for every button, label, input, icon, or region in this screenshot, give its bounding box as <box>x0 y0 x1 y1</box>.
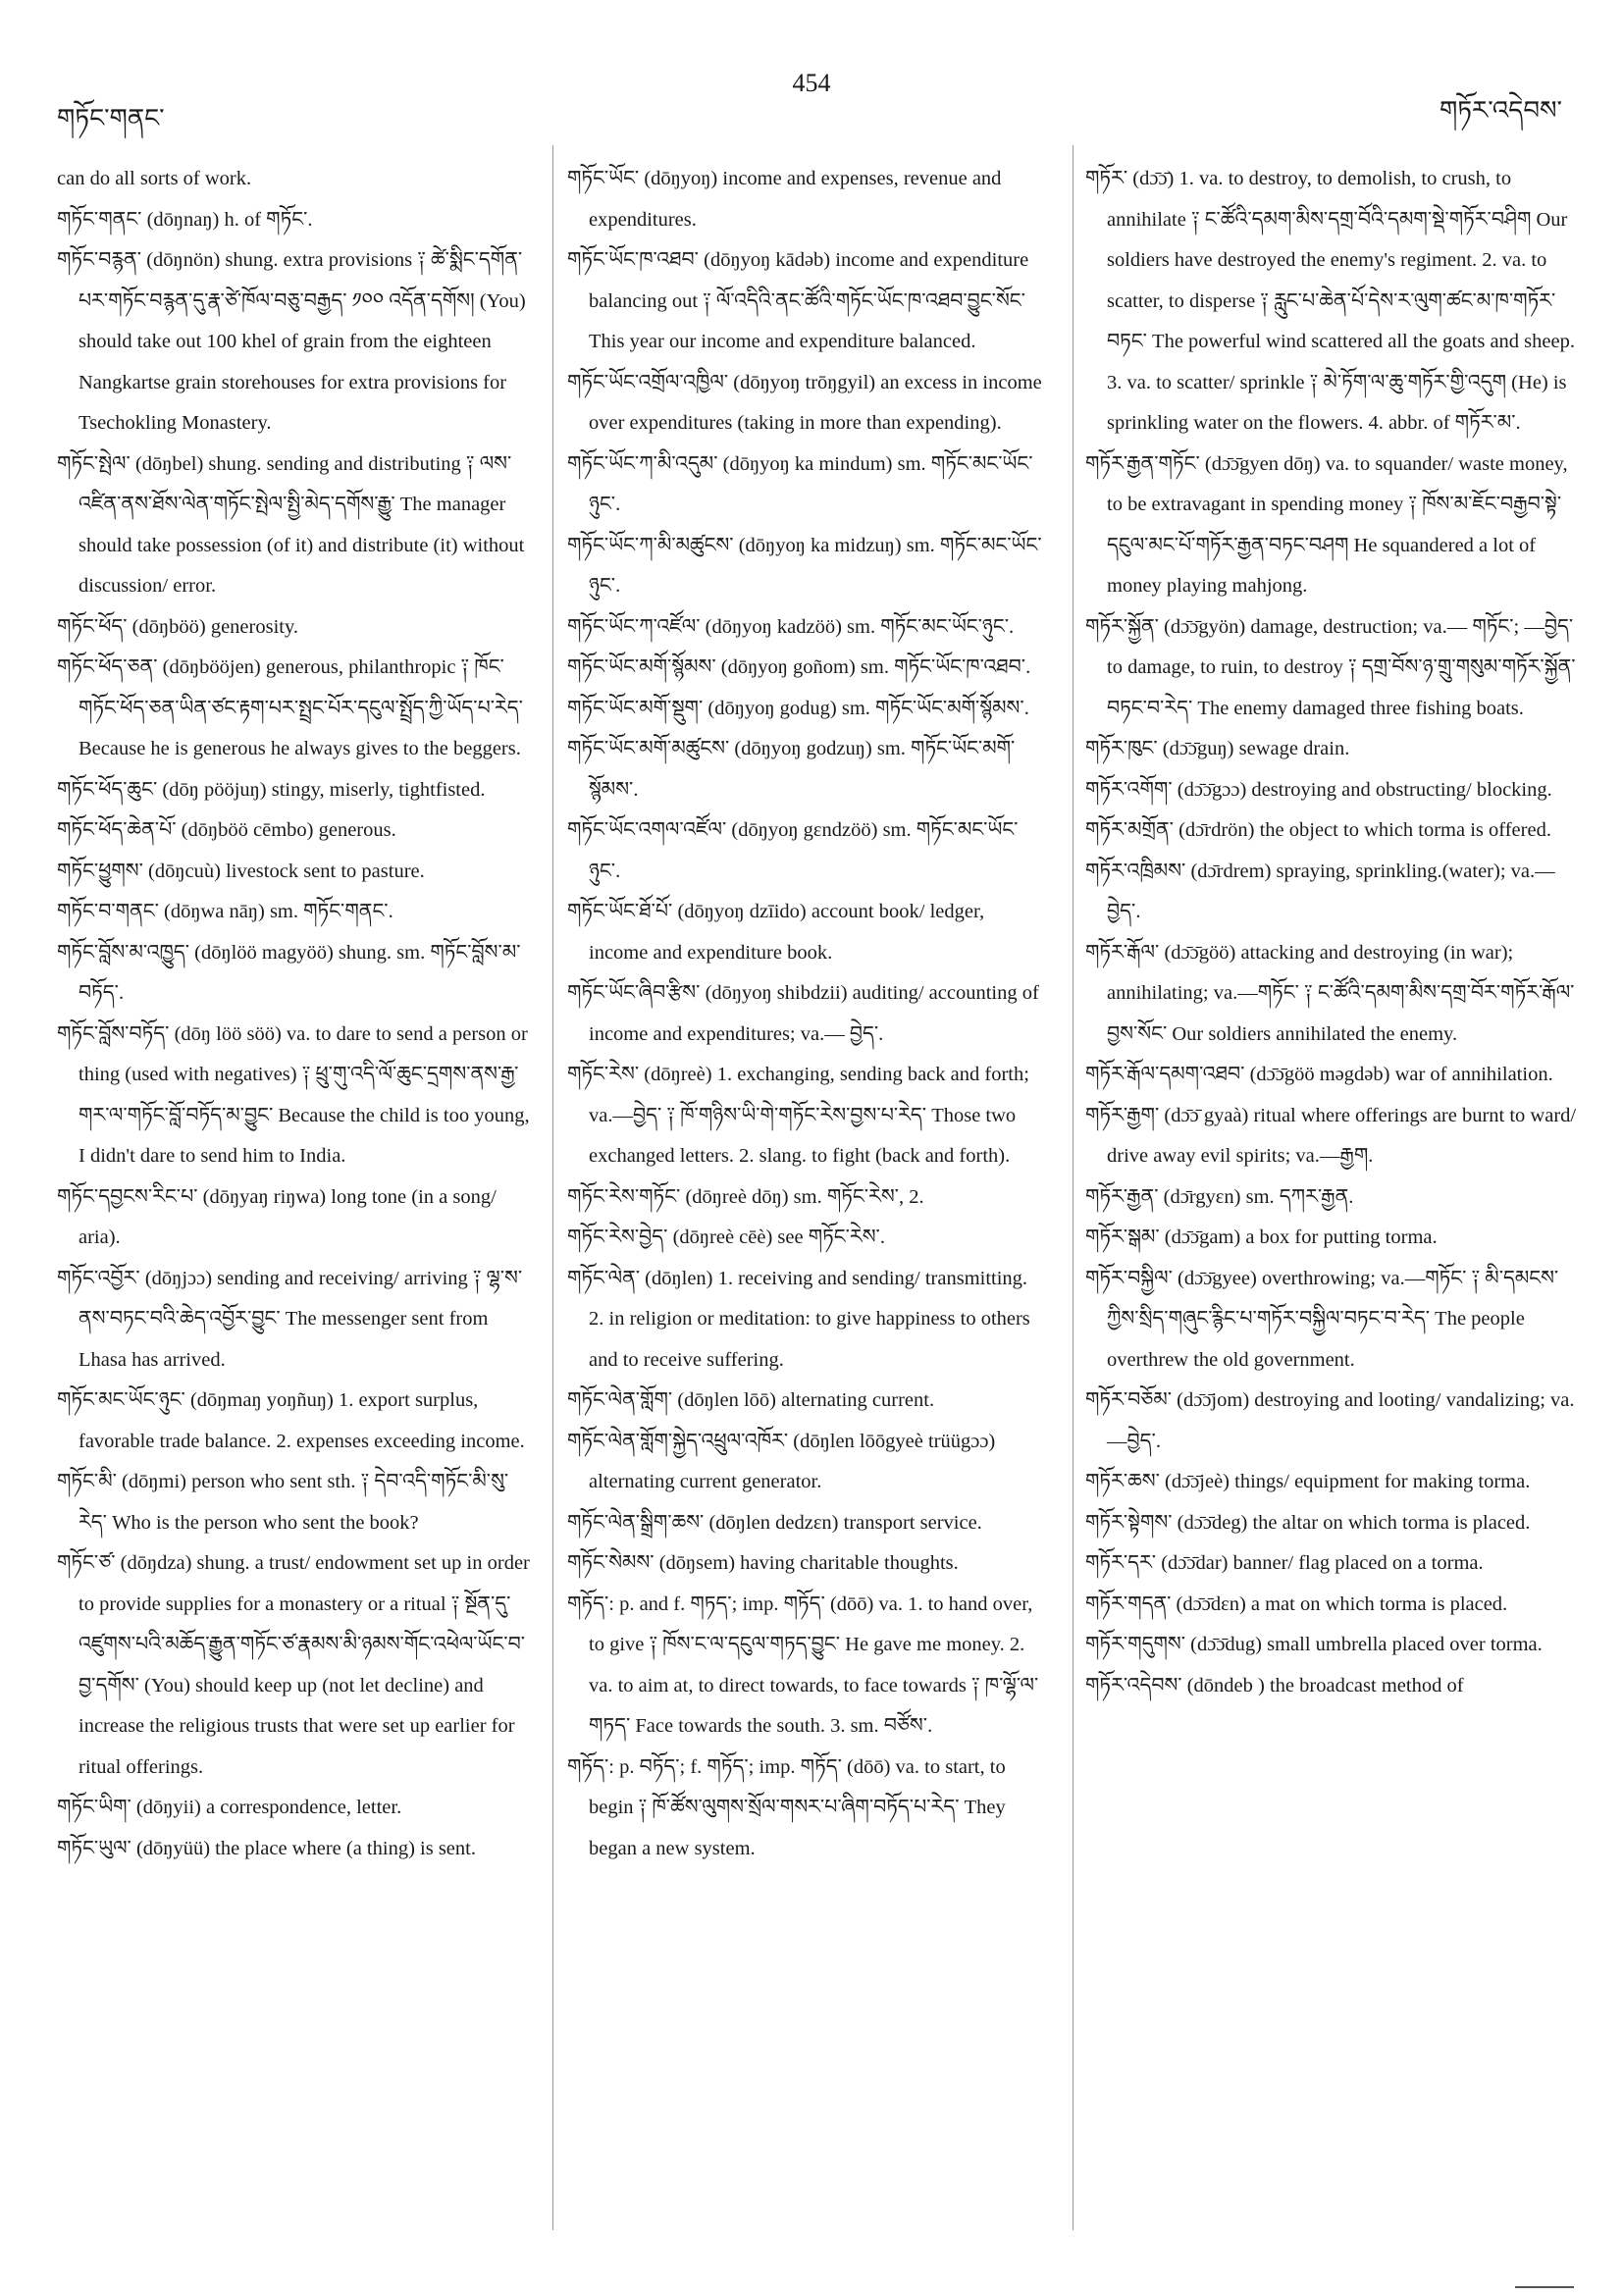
column-divider <box>552 145 553 2230</box>
dictionary-entry: གཏོར་འགོག་ (dɔ̄ɔ̄gɔɔ) destroying and obstructing/ blocking. <box>1085 778 1552 801</box>
running-head-left: གཏོང་གནང་ <box>57 104 165 132</box>
page-number: 454 <box>792 69 831 97</box>
dictionary-entry: གཏོར་ཁུང་ (dɔ̄ɔ̄guŋ) sewage drain. <box>1085 738 1350 759</box>
running-head-right: གཏོར་འདེབས་ <box>1439 96 1562 125</box>
dictionary-entry: གཏོར་བཅོམ་ (dɔ̄ɔ̄jom) destroying and looting/ vandalizing; va.—བྱེད་. <box>1085 1389 1575 1452</box>
dictionary-entry: can do all sorts of work. <box>57 168 252 189</box>
dictionary-entry: གཏོང་ཡོང་འགྲོལ་འཁྱིལ་ (dōŋyoŋ trōŋgyil) an excess in income over expenditures (taking in more than expending). <box>567 371 1042 434</box>
dictionary-entry: གཏོར་ (dɔ̄ɔ̄) 1. va. to destroy, to demolish, to crush, to annihilate ༑ ང་ཚོའི་དམག་མིས་དགྲ་བོའི་དམག་སྡེ་གཏོར་བཤིག Our soldiers have destroyed the enemy's regiment. 2. va. to scatter, to disperse ༑ རླུང་པ་ཆེན་པོ་དེས་ར་ལུག་ཚང་མ་ཁ་གཏོར་བཏང་ The powerful wind scattered all the goats and sheep. 3. va. to scatter/ sprinkle ༑ མེ་ཏོག་ལ་ཆུ་གཏོར་གྱི་འདུག (He) is sprinkling water on the flowers. 4. abbr. of གཏོར་མ་. <box>1085 168 1575 434</box>
dictionary-entry: གཏོར་སྒམ་ (dɔ̄ɔ̄gam) a box for putting torma. <box>1085 1226 1438 1248</box>
dictionary-entry: གཏོང་ཕོད་ཆུང་ (dōŋ pööjuŋ) stingy, miserly, tightfisted. <box>57 778 486 801</box>
dictionary-entry: གཏོང་དབྱངས་རིང་པ་ (dōŋyaŋ riŋwa) long tone (in a song/ aria). <box>57 1185 497 1248</box>
dictionary-entry: གཏོང་ཡོང་ཐོ་པོ་ (dōŋyoŋ dzīido) account book/ ledger, income and expenditure book. <box>567 901 985 964</box>
dictionary-entry: གཏོར་བསྐྱིལ་ (dɔ̄ɔ̄gyee) overthrowing; va.—གཏོང་ ༑ མི་དམངས་ཀྱིས་སྲིད་གཞུང་རྙིང་པ་གཏོར་བསྐྱིལ་བཏང་བ་རེད་ The people overthrew the old government. <box>1085 1267 1559 1371</box>
dictionary-entry: གཏོང་ཡོང་ཀ་མི་མཚུངས་ (dōŋyoŋ ka midzuŋ) sm. གཏོང་མང་ཡོང་ཉུང་. <box>567 534 1042 597</box>
dictionary-entry: གཏོད་: p. བཏོད་; f. གཏོད་; imp. གཏོད་ (dōō) va. to start, to begin ༑ ཁོ་ཚོས་ལུགས་སྲོལ་གསར་པ་ཞིག་བཏོད་པ་རེད་ They began a new system. <box>567 1755 1006 1859</box>
dictionary-column-2 <box>567 159 1046 1869</box>
dictionary-entry: གཏོང་བློས་བཏོད་ (dōŋ löö söö) va. to dare to send a person or thing (used with negatives) ༑ ཕྲུ་གུ་འདི་ལོ་ཆུང་དྲགས་ནས་རྒྱ་གར་ལ་གཏོང་བློ་བཏོད་མ་བྱུང་ Because the child is too young, I didn't dare to send him to India. <box>57 1022 530 1167</box>
dictionary-entry: གཏོར་ཆས་ (dɔ̄ɔ̄jeè) things/ equipment for making torma. <box>1085 1471 1531 1492</box>
dictionary-entry: གཏོར་རྒྱན་གཏོང་ (dɔ̄ɔ̄gyen dōŋ) va. to squander/ waste money, to be extravagant in spending money ༑ ཁོས་མ་ཇོང་བརྒྱབ་སྟེ་དངུལ་མང་པོ་གཏོར་རྒྱན་བཏང་བཤག He squandered a lot of money playing mahjong. <box>1085 452 1568 597</box>
dictionary-entry: གཏོང་ཡོང་མགོ་སྡུག་ (dōŋyoŋ godug) sm. གཏོང་ཡོང་མགོ་སྙོམས་. <box>567 697 1029 719</box>
dictionary-entry: གཏོང་ཡོང་མགོ་སྙོམས་ (dōŋyoŋ goñom) sm. གཏོང་ཡོང་ཁ་འཐབ་. <box>567 656 1031 678</box>
dictionary-entry: གཏོང་རེས་བྱེད་ (dōŋreè cēè) see གཏོང་རེས་. <box>567 1226 885 1248</box>
dictionary-entry: གཏོང་ཡོང་ཞིབ་རྩིས་ (dōŋyoŋ shibdzii) auditing/ accounting of income and expenditures; va.— བྱེད་. <box>567 982 1039 1045</box>
dictionary-entry: གཏོང་ཡོང་འགལ་འཛོལ་ (dōŋyoŋ gɛndzöö) sm. གཏོང་མང་ཡོང་ཉུང་. <box>567 819 1019 882</box>
dictionary-entry: གཏོང་ཡིག་ (dōŋyii) a correspondence, letter. <box>57 1797 402 1818</box>
dictionary-entry: གཏོང་ཡོང་ཀ་འཛོལ་ (dōŋyoŋ kadzöö) sm. གཏོང་མང་ཡོང་ཉུང་. <box>567 615 1015 638</box>
dictionary-column-3 <box>1085 159 1580 1706</box>
dictionary-entry: གཏོང་ཡོང་མགོ་མཚུངས་ (dōŋyoŋ godzuŋ) sm. གཏོང་ཡོང་མགོ་སྙོམས་. <box>567 738 1016 801</box>
dictionary-entry: གཏོར་འཁྲིམས་ (dɔ̄rdrem) spraying, sprinkling.(water); va.—བྱེད་. <box>1085 860 1555 922</box>
dictionary-entry: གཏོར་རྒྱག་ (dɔ̄ɔ̄ gyaà) ritual where offerings are burnt to ward/ drive away evil spirits; va.—རྒྱག. <box>1085 1104 1577 1167</box>
dictionary-entry: གཏོང་གནང་ (dōŋnaŋ) h. of གཏོང་. <box>57 208 313 231</box>
dictionary-entry: གཏོང་ལེན་ (dōŋlen) 1. receiving and sending/ transmitting. 2. in religion or meditation: to give happiness to others and to receive suffering. <box>567 1267 1030 1371</box>
dictionary-entry: གཏོང་ཡོང་ཀ་མི་འདུམ་ (dōŋyoŋ ka mindum) sm. གཏོང་མང་ཡོང་ཉུང་. <box>567 452 1033 515</box>
dictionary-entry: གཏོང་ལེན་སྒྲིག་ཆས་ (dōŋlen dedzɛn) transport service. <box>567 1511 982 1534</box>
dictionary-entry: གཏོང་བརྙན་ (dōŋnön) shung. extra provisions ༑ ཚེ་སྨིང་དགོན་པར་གཏོང་བརྙན་དུ་རྣ་ཙེ་ཁོལ་བཅུ་བརྒྱད་ ༡༠༠ འདོན་དགོས། (You) should take out 100 khel of grain from the eighteen Nangkartse grain storehouses for extra provisions for Tsechokling Monastery. <box>57 249 526 434</box>
dictionary-entry: གཏོང་བློས་མ་འཁྱུད་ (dōŋlöö magyöö) shung. sm. གཏོང་བློས་མ་བཏོད་. <box>57 941 521 1004</box>
dictionary-entry: གཏོང་ལེན་གློག་ (dōŋlen lōō) alternating current. <box>567 1389 935 1411</box>
dictionary-entry: གཏོང་ཕོད་ཅན་ (dōŋbööjen) generous, philanthropic ༑ ཁོང་གཏོང་ཕོད་ཅན་ཡིན་ཙང་རྟག་པར་སྤྲང་པོར་དངུལ་སྤྲོད་ཀྱི་ཡོད་པ་རེད་ Because he is generous he always gives to the beggers. <box>57 656 523 759</box>
dictionary-entry: གཏོང་རེས་ (dōŋreè) 1. exchanging, sending back and forth; va.—བྱེད་ ༑ ཁོ་གཉིས་ཡི་གེ་གཏོང་རེས་བྱས་པ་རེད་ Those two exchanged letters. 2. slang. to fight (back and forth). <box>567 1064 1029 1167</box>
dictionary-entry: གཏོང་མི་ (dōŋmi) person who sent sth. ༑ དེབ་འདི་གཏོང་མི་སུ་རེད་ Who is the person who sent the book? <box>57 1471 509 1534</box>
dictionary-entry: གཏོང་ཙ་ (dōŋdza) shung. a trust/ endowment set up in order to provide supplies for a monastery or a ritual ༑ སྔོན་དུ་འཛུགས་པའི་མཆོད་རྒྱུན་གཏོང་ཙ་རྣམས་མི་ཉམས་གོང་འཕེལ་ཡོང་བ་བྱ་དགོས་ (You) should keep up (not let decline) and increase the religious trusts that were set up earlier for ritual offerings. <box>57 1552 530 1778</box>
dictionary-entry: གཏོང་ཡོང་ (dōŋyoŋ) income and expenses, revenue and expenditures. <box>567 168 1002 231</box>
dictionary-entry: གཏོང་ཕྱུགས་ (dōŋcuù) livestock sent to pasture. <box>57 860 425 882</box>
dictionary-entry: གཏོང་ཡོང་ཁ་འཐབ་ (dōŋyoŋ kādəb) income and expenditure balancing out ༑ ལོ་འདིའི་ནང་ཚོའི་གཏོང་ཡོང་ཁ་འཐབ་བྱུང་སོང་ This year our income and expenditure balanced. <box>567 249 1029 352</box>
dictionary-entry: གཏོང་ལེན་གློག་སྐྱེད་འཕྲུལ་འཁོར་ (dōŋlen lōōgyeè trüügɔɔ) alternating current generator. <box>567 1430 996 1492</box>
dictionary-entry: གཏོར་གདན་ (dɔ̄ɔ̄dɛn) a mat on which torma is placed. <box>1085 1592 1508 1615</box>
dictionary-entry: གཏོར་རྒྱན་ (dɔ̄rgyɛn) sm. དཀར་རྒྱན. <box>1085 1185 1354 1208</box>
page-header <box>0 69 1623 132</box>
dictionary-entry: གཏོར་རྒོལ་དམག་འཐབ་ (dɔ̄ɔ̄göö məgdəb) war of annihilation. <box>1085 1064 1553 1085</box>
dictionary-entry: གཏོང་ཕོད་ (dōŋböö) generosity. <box>57 615 299 638</box>
dictionary-entry: གཏོང་ཡུལ་ (dōŋyüü) the place where (a thing) is sent. <box>57 1837 476 1859</box>
dictionary-entry: གཏོད་: p. and f. གཏད་; imp. གཏོད་ (dōō) va. 1. to hand over, to give ༑ ཁོས་ང་ལ་དངུལ་གཏད་བྱུང་ He gave me money. 2. va. to aim at, to direct towards, to face towards ༑ ཁ་ལྷོ་ལ་གཏད་ Face towards the south. 3. sm. བཙོས་. <box>567 1592 1039 1737</box>
dictionary-column-1 <box>57 159 536 1869</box>
footer-mark <box>1515 2286 1574 2288</box>
dictionary-entry: གཏོང་མང་ཡོང་ཉུང་ (dōŋmaŋ yoŋñuŋ) 1. export surplus, favorable trade balance. 2. expenses exceeding income. <box>57 1389 525 1452</box>
dictionary-entry: གཏོང་སེམས་ (dōŋsem) having charitable thoughts. <box>567 1552 959 1574</box>
dictionary-entry: གཏོར་རྒོལ་ (dɔ̄ɔ̄göö) attacking and destroying (in war); annihilating; va.—གཏོང་ ༑ ང་ཚོའི་དམག་མིས་དགྲ་བོར་གཏོར་རྒོལ་བྱས་སོང་ Our soldiers annihilated the enemy. <box>1085 941 1575 1045</box>
dictionary-entry: གཏོང་རེས་གཏོང་ (dōŋreè dōŋ) sm. གཏོང་རེས་, 2. <box>567 1185 924 1208</box>
dictionary-entry: གཏོང་ཕོད་ཆེན་པོ་ (dōŋböö cēmbo) generous. <box>57 819 396 841</box>
dictionary-entry: གཏོར་གདུགས་ (dɔ̄ɔ̄dug) small umbrella placed over torma. <box>1085 1634 1543 1655</box>
dictionary-entry: གཏོར་སྟེགས་ (dɔ̄ɔ̄deg) the altar on which torma is placed. <box>1085 1511 1531 1534</box>
dictionary-entry: གཏོང་བ་གནང་ (dōŋwa nāŋ) sm. གཏོང་གནང་. <box>57 901 393 922</box>
dictionary-entry: གཏོར་དར་ (dɔ̄ɔ̄dar) banner/ flag placed on a torma. <box>1085 1552 1484 1574</box>
dictionary-entry: གཏོར་འདེབས་ (dōndeb ) the broadcast method of <box>1085 1674 1464 1696</box>
dictionary-entry: གཏོར་མགྲོན་ (dɔ̄rdrön) the object to which torma is offered. <box>1085 819 1551 841</box>
dictionary-entry: གཏོར་སྐྱོན་ (dɔ̄ɔ̄gyön) damage, destruction; va.— གཏོང་; —བྱེད་ to damage, to ruin, to destroy ༑ དགྲ་བོས་ཉ་གྲུ་གསུམ་གཏོར་སྐྱོན་བཏང་བ་རེད་ The enemy damaged three fishing boats. <box>1085 615 1576 719</box>
dictionary-entry: གཏོང་འབྱོར་ (dōŋjɔɔ) sending and receiving/ arriving ༑ ལྷ་ས་ནས་བཏང་བའི་ཆེད་འབྱོར་བྱུང་ The messenger sent from Lhasa has arrived. <box>57 1267 523 1371</box>
dictionary-entry: གཏོང་སྤེལ་ (dōŋbel) shung. sending and distributing ༑ ལས་འཛིན་ནས་ཐོས་ལེན་གཏོང་སྤེལ་སྤྱི་མེད་དགོས་རྒྱུ་ The manager should take possession (of it) and distribute (it) without discussion/ error. <box>57 452 525 597</box>
